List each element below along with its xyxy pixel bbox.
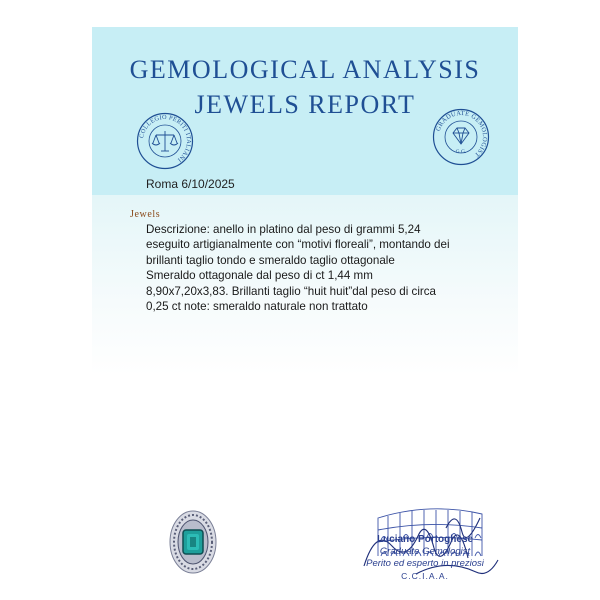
emerald-ring-photo	[168, 509, 218, 575]
section-label-jewels: Jewels	[130, 209, 161, 220]
report-date: Roma 6/10/2025	[146, 177, 235, 191]
collegio-periti-seal	[136, 112, 194, 170]
report-title-line-2: JEWELS REPORT	[194, 90, 416, 119]
signatory-name: Luciano Portoghese	[376, 534, 474, 545]
signatory-title: Graduate Gemologist	[379, 546, 471, 557]
signatory-registry: C.C.I.A.A.	[401, 571, 449, 581]
left-seal-text: COLLEGIO PERITI ITALIANI	[138, 113, 193, 164]
description-line: Smeraldo ottagonale dal peso di ct 1,44 mm	[146, 269, 373, 283]
diamond-icon	[453, 128, 469, 144]
right-seal-initials: G.G.	[455, 149, 467, 155]
description-line: Descrizione: anello in platino dal peso di grammi 5,24	[146, 223, 421, 236]
signatory-role: Perito ed esperto in preziosi	[366, 558, 484, 569]
jewel-description	[146, 222, 501, 314]
graduate-gemologist-seal	[432, 108, 490, 166]
description-line: 8,90x7,20x3,83. Brillanti taglio “huit huit”dal peso di circa	[146, 284, 437, 298]
right-seal-text: GRADUATE GEMOLOGIST	[434, 109, 489, 159]
description-line: 0,25 ct note: smeraldo naturale non trattato	[146, 300, 368, 314]
description-line: eseguito artigianalmente con “motivi floreali”, montando dei	[146, 238, 450, 252]
report-title-line-1: GEMOLOGICAL ANALYSIS	[129, 55, 481, 84]
scales-icon	[152, 131, 178, 151]
description-line: brillanti taglio tondo e smeraldo taglio ottagonale	[146, 253, 395, 267]
signatory-block	[340, 533, 510, 582]
